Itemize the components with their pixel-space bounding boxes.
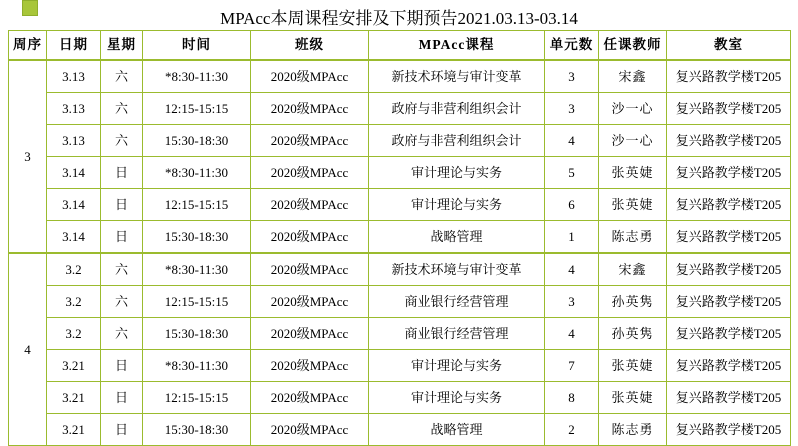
teacher-cell: 孙英隽 bbox=[599, 318, 667, 350]
date-cell: 3.2 bbox=[47, 318, 101, 350]
schedule-table bbox=[8, 30, 791, 446]
units-cell: 1 bbox=[545, 221, 599, 254]
course-cell: 战略管理 bbox=[369, 221, 545, 254]
table-row bbox=[9, 60, 791, 93]
page-title: MPAcc本周课程安排及下期预告2021.03.13-03.14 bbox=[220, 9, 578, 28]
units-cell: 3 bbox=[545, 60, 599, 93]
table-row bbox=[9, 189, 791, 221]
units-cell: 4 bbox=[545, 125, 599, 157]
room-cell: 复兴路教学楼T205 bbox=[667, 60, 791, 93]
class-cell: 2020级MPAcc bbox=[251, 253, 369, 286]
course-cell: 新技术环境与审计变革 bbox=[369, 253, 545, 286]
course-cell: 商业银行经营管理 bbox=[369, 318, 545, 350]
time-cell: 15:30-18:30 bbox=[143, 414, 251, 446]
class-cell: 2020级MPAcc bbox=[251, 350, 369, 382]
table-row bbox=[9, 93, 791, 125]
teacher-cell: 张英婕 bbox=[599, 350, 667, 382]
table-row bbox=[9, 286, 791, 318]
units-cell: 4 bbox=[545, 318, 599, 350]
date-cell: 3.14 bbox=[47, 157, 101, 189]
teacher-cell: 沙一心 bbox=[599, 125, 667, 157]
class-cell: 2020级MPAcc bbox=[251, 286, 369, 318]
units-cell: 6 bbox=[545, 189, 599, 221]
room-cell: 复兴路教学楼T205 bbox=[667, 157, 791, 189]
room-cell: 复兴路教学楼T205 bbox=[667, 350, 791, 382]
room-cell: 复兴路教学楼T205 bbox=[667, 189, 791, 221]
column-header-teacher: 任课教师 bbox=[599, 31, 667, 61]
teacher-cell: 张英婕 bbox=[599, 382, 667, 414]
date-cell: 3.14 bbox=[47, 189, 101, 221]
course-cell: 商业银行经营管理 bbox=[369, 286, 545, 318]
teacher-cell: 宋鑫 bbox=[599, 60, 667, 93]
time-cell: 12:15-15:15 bbox=[143, 93, 251, 125]
teacher-cell: 张英婕 bbox=[599, 189, 667, 221]
column-header-room: 教室 bbox=[667, 31, 791, 61]
date-cell: 3.21 bbox=[47, 414, 101, 446]
time-cell: *8:30-11:30 bbox=[143, 253, 251, 286]
class-cell: 2020级MPAcc bbox=[251, 157, 369, 189]
header-row bbox=[9, 31, 791, 61]
class-cell: 2020级MPAcc bbox=[251, 318, 369, 350]
column-header-class: 班级 bbox=[251, 31, 369, 61]
date-cell: 3.2 bbox=[47, 253, 101, 286]
table-row bbox=[9, 382, 791, 414]
time-cell: *8:30-11:30 bbox=[143, 350, 251, 382]
date-cell: 3.13 bbox=[47, 93, 101, 125]
room-cell: 复兴路教学楼T205 bbox=[667, 382, 791, 414]
units-cell: 7 bbox=[545, 350, 599, 382]
class-cell: 2020级MPAcc bbox=[251, 414, 369, 446]
time-cell: 15:30-18:30 bbox=[143, 125, 251, 157]
week-number-cell: 3 bbox=[9, 60, 47, 253]
teacher-cell: 沙一心 bbox=[599, 93, 667, 125]
date-cell: 3.21 bbox=[47, 350, 101, 382]
weekday-cell: 日 bbox=[101, 350, 143, 382]
time-cell: 12:15-15:15 bbox=[143, 286, 251, 318]
course-cell: 审计理论与实务 bbox=[369, 189, 545, 221]
time-cell: 12:15-15:15 bbox=[143, 382, 251, 414]
weekday-cell: 六 bbox=[101, 253, 143, 286]
weekday-cell: 日 bbox=[101, 189, 143, 221]
table-row bbox=[9, 318, 791, 350]
date-cell: 3.14 bbox=[47, 221, 101, 254]
table-row bbox=[9, 221, 791, 254]
weekday-cell: 六 bbox=[101, 286, 143, 318]
class-cell: 2020级MPAcc bbox=[251, 382, 369, 414]
schedule-table-container bbox=[8, 30, 790, 446]
teacher-cell: 宋鑫 bbox=[599, 253, 667, 286]
room-cell: 复兴路教学楼T205 bbox=[667, 125, 791, 157]
class-cell: 2020级MPAcc bbox=[251, 125, 369, 157]
room-cell: 复兴路教学楼T205 bbox=[667, 414, 791, 446]
units-cell: 3 bbox=[545, 93, 599, 125]
class-cell: 2020级MPAcc bbox=[251, 60, 369, 93]
units-cell: 3 bbox=[545, 286, 599, 318]
weekday-cell: 日 bbox=[101, 382, 143, 414]
class-cell: 2020级MPAcc bbox=[251, 221, 369, 254]
table-row bbox=[9, 157, 791, 189]
weekday-cell: 日 bbox=[101, 221, 143, 254]
weekday-cell: 六 bbox=[101, 318, 143, 350]
column-header-week: 周序 bbox=[9, 31, 47, 61]
weekday-cell: 六 bbox=[101, 125, 143, 157]
column-header-date: 日期 bbox=[47, 31, 101, 61]
table-header bbox=[9, 31, 791, 61]
table-row bbox=[9, 350, 791, 382]
course-cell: 审计理论与实务 bbox=[369, 382, 545, 414]
date-cell: 3.2 bbox=[47, 286, 101, 318]
room-cell: 复兴路教学楼T205 bbox=[667, 253, 791, 286]
course-cell: 战略管理 bbox=[369, 414, 545, 446]
column-header-time: 时间 bbox=[143, 31, 251, 61]
units-cell: 8 bbox=[545, 382, 599, 414]
time-cell: 15:30-18:30 bbox=[143, 318, 251, 350]
teacher-cell: 孙英隽 bbox=[599, 286, 667, 318]
units-cell: 4 bbox=[545, 253, 599, 286]
table-row bbox=[9, 125, 791, 157]
course-cell: 政府与非营利组织会计 bbox=[369, 93, 545, 125]
course-cell: 新技术环境与审计变革 bbox=[369, 60, 545, 93]
table-row bbox=[9, 414, 791, 446]
class-cell: 2020级MPAcc bbox=[251, 93, 369, 125]
date-cell: 3.21 bbox=[47, 382, 101, 414]
teacher-cell: 张英婕 bbox=[599, 157, 667, 189]
room-cell: 复兴路教学楼T205 bbox=[667, 93, 791, 125]
table-row bbox=[9, 253, 791, 286]
weekday-cell: 日 bbox=[101, 414, 143, 446]
course-cell: 审计理论与实务 bbox=[369, 157, 545, 189]
week-number-cell: 4 bbox=[9, 253, 47, 446]
teacher-cell: 陈志勇 bbox=[599, 414, 667, 446]
course-cell: 政府与非营利组织会计 bbox=[369, 125, 545, 157]
room-cell: 复兴路教学楼T205 bbox=[667, 318, 791, 350]
course-cell: 审计理论与实务 bbox=[369, 350, 545, 382]
time-cell: *8:30-11:30 bbox=[143, 157, 251, 189]
column-header-weekday: 星期 bbox=[101, 31, 143, 61]
class-cell: 2020级MPAcc bbox=[251, 189, 369, 221]
units-cell: 5 bbox=[545, 157, 599, 189]
time-cell: 12:15-15:15 bbox=[143, 189, 251, 221]
date-cell: 3.13 bbox=[47, 60, 101, 93]
room-cell: 复兴路教学楼T205 bbox=[667, 221, 791, 254]
weekday-cell: 日 bbox=[101, 157, 143, 189]
weekday-cell: 六 bbox=[101, 60, 143, 93]
time-cell: 15:30-18:30 bbox=[143, 221, 251, 254]
table-body bbox=[9, 60, 791, 446]
weekday-cell: 六 bbox=[101, 93, 143, 125]
time-cell: *8:30-11:30 bbox=[143, 60, 251, 93]
room-cell: 复兴路教学楼T205 bbox=[667, 286, 791, 318]
teacher-cell: 陈志勇 bbox=[599, 221, 667, 254]
units-cell: 2 bbox=[545, 414, 599, 446]
date-cell: 3.13 bbox=[47, 125, 101, 157]
column-header-units: 单元数 bbox=[545, 31, 599, 61]
column-header-course: MPAcc课程 bbox=[369, 31, 545, 61]
